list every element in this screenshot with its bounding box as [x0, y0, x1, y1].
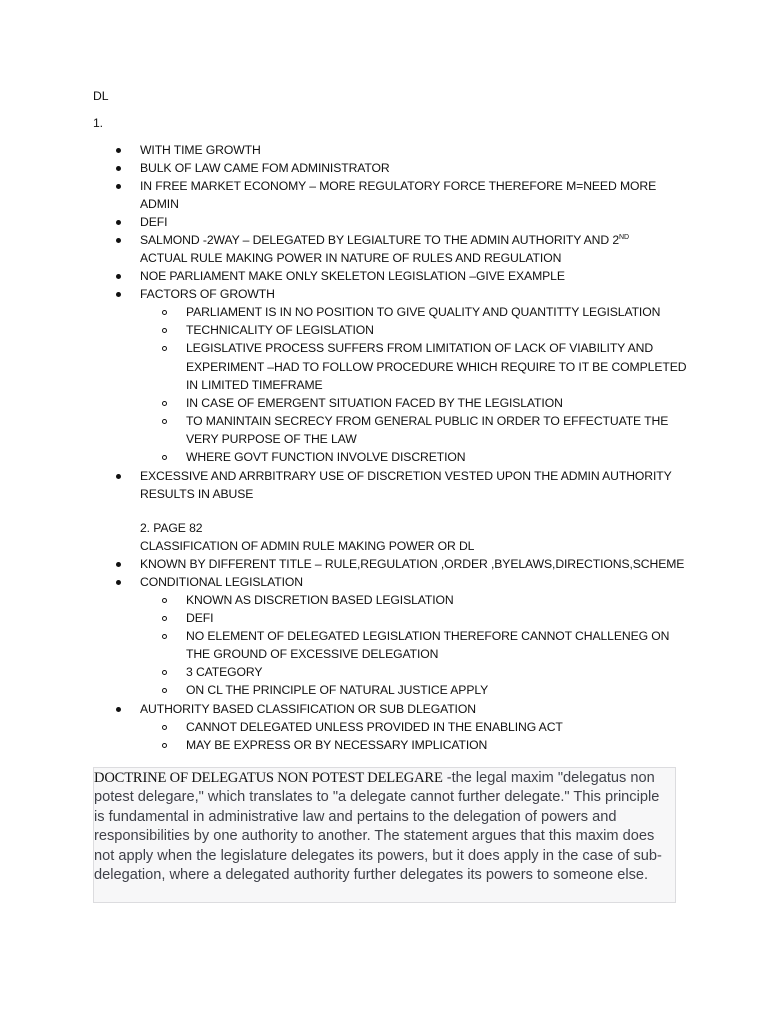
sub-list-item: DEFI [186, 611, 214, 625]
sub-list-item: LEGISLATIVE PROCESS SUFFERS FROM LIMITATION OF LACK OF VIABILITY AND [186, 341, 654, 355]
sub-bullet-icon [162, 616, 167, 621]
sub-bullet-icon [162, 401, 167, 406]
list-item-text: SALMOND -2WAY – DELEGATED BY LEGIALTURE TO THE ADMIN AUTHORITY AND 2 [140, 233, 620, 247]
list-item: AUTHORITY BASED CLASSIFICATION OR SUB DLEGATION [140, 702, 476, 716]
list-item [140, 231, 629, 249]
section-2-subheading: CLASSIFICATION OF ADMIN RULE MAKING POWER OR DL [140, 539, 475, 553]
sub-list-item: MAY BE EXPRESS OR BY NECESSARY IMPLICATION [186, 738, 488, 752]
sub-bullet-icon [162, 346, 167, 351]
sub-list-item: CANNOT DELEGATED UNLESS PROVIDED IN THE ENABLING ACT [186, 720, 563, 734]
sub-list-item: TECHNICALITY OF LEGISLATION [186, 323, 374, 337]
sub-list-item: KNOWN AS DISCRETION BASED LEGISLATION [186, 593, 454, 607]
bullet-icon [116, 562, 121, 567]
sub-list-item-continuation: VERY PURPOSE OF THE LAW [186, 432, 357, 446]
sub-bullet-icon [162, 598, 167, 603]
list-item: FACTORS OF GROWTH [140, 287, 275, 301]
sub-bullet-icon [162, 743, 167, 748]
doctrine-callout [93, 767, 676, 903]
sub-bullet-icon [162, 419, 167, 424]
section-2-heading: 2. PAGE 82 [140, 521, 203, 535]
sub-bullet-icon [162, 310, 167, 315]
sub-bullet-icon [162, 688, 167, 693]
list-item-continuation: ACTUAL RULE MAKING POWER IN NATURE OF RULES AND REGULATION [140, 251, 562, 265]
list-item: KNOWN BY DIFFERENT TITLE – RULE,REGULATION ,ORDER ,BYELAWS,DIRECTIONS,SCHEME [140, 557, 685, 571]
bullet-icon [116, 707, 121, 712]
bullet-icon [116, 184, 121, 189]
list-item: CONDITIONAL LEGISLATION [140, 575, 303, 589]
list-item: BULK OF LAW CAME FOM ADMINISTRATOR [140, 161, 390, 175]
sub-list-item-continuation: EXPERIMENT –HAD TO FOLLOW PROCEDURE WHICH REQUIRE TO IT BE COMPLETED [186, 360, 687, 374]
list-item-continuation: RESULTS IN ABUSE [140, 487, 254, 501]
doc-heading: DL [93, 89, 109, 103]
sub-bullet-icon [162, 634, 167, 639]
sub-list-item-continuation: THE GROUND OF EXCESSIVE DELEGATION [186, 647, 439, 661]
sub-list-item: ON CL THE PRINCIPLE OF NATURAL JUSTICE APPLY [186, 683, 489, 697]
section-number: 1. [93, 116, 103, 130]
superscript: ND [619, 234, 629, 241]
sub-list-item: 3 CATEGORY [186, 665, 263, 679]
sub-list-item-continuation: IN LIMITED TIMEFRAME [186, 378, 323, 392]
bullet-icon [116, 238, 121, 243]
sub-list-item: PARLIAMENT IS IN NO POSITION TO GIVE QUALITY AND QUANTITTY LEGISLATION [186, 305, 661, 319]
list-item: EXCESSIVE AND ARRBITRARY USE OF DISCRETION VESTED UPON THE ADMIN AUTHORITY [140, 469, 672, 483]
bullet-icon [116, 580, 121, 585]
doctrine-title: DOCTRINE OF DELEGATUS NON POTEST DELEGARE [94, 770, 443, 786]
doctrine-body: -the legal maxim "delegatus non potest delegare," which translates to "a delegate cannot further delegate." This principle is fundamental in administrative law and pertains to the delegation of powers and responsibilities by one authority to another. The statement argues that this maxim does not apply when the legislature delegates its powers, but it does apply in the case of sub-delegation, where a delegated authority further delegates its powers to someone else. [94, 770, 662, 884]
list-item: NOE PARLIAMENT MAKE ONLY SKELETON LEGISLATION –GIVE EXAMPLE [140, 269, 565, 283]
doctrine-paragraph [94, 769, 673, 885]
bullet-icon [116, 220, 121, 225]
sub-list-item: NO ELEMENT OF DELEGATED LEGISLATION THEREFORE CANNOT CHALLENEG ON [186, 629, 670, 643]
sub-bullet-icon [162, 328, 167, 333]
sub-list-item: IN CASE OF EMERGENT SITUATION FACED BY THE LEGISLATION [186, 396, 563, 410]
bullet-icon [116, 474, 121, 479]
sub-bullet-icon [162, 670, 167, 675]
bullet-icon [116, 274, 121, 279]
bullet-icon [116, 292, 121, 297]
bullet-icon [116, 148, 121, 153]
sub-list-item: WHERE GOVT FUNCTION INVOLVE DISCRETION [186, 450, 466, 464]
list-item: DEFI [140, 215, 168, 229]
list-item: WITH TIME GROWTH [140, 143, 261, 157]
sub-bullet-icon [162, 455, 167, 460]
bullet-icon [116, 166, 121, 171]
sub-bullet-icon [162, 725, 167, 730]
sub-list-item: TO MANINTAIN SECRECY FROM GENERAL PUBLIC IN ORDER TO EFFECTUATE THE [186, 414, 669, 428]
list-item: IN FREE MARKET ECONOMY – MORE REGULATORY FORCE THEREFORE M=NEED MORE [140, 179, 657, 193]
list-item-continuation: ADMIN [140, 197, 179, 211]
